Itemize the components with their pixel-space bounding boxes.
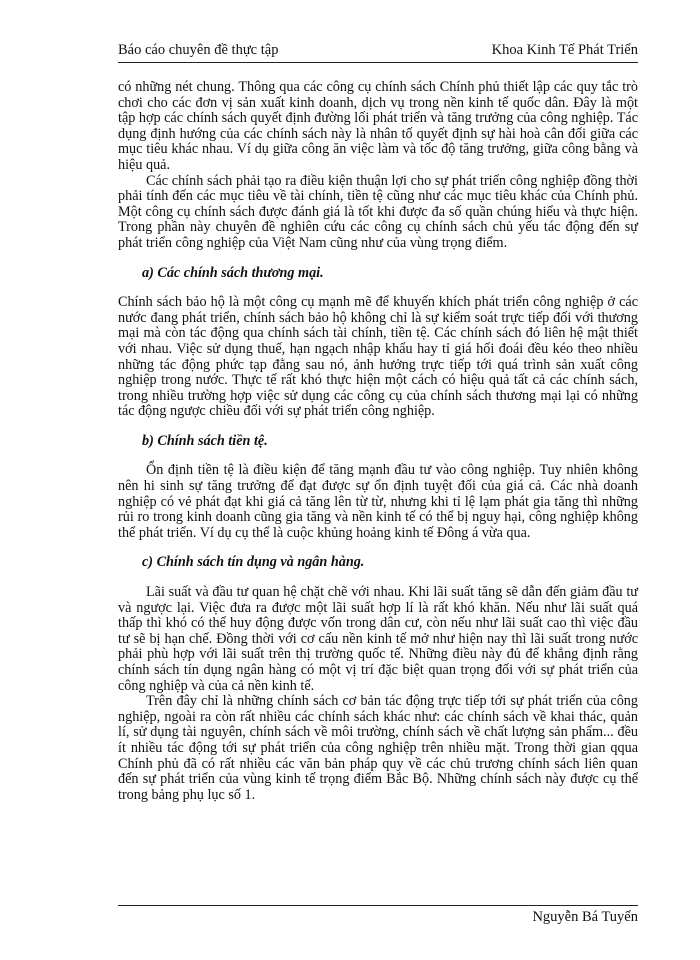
paragraph-summary: Trên đây chỉ là những chính sách cơ bản tác động trực tiếp tới sự phát triển của công nghiệp, ngoài ra còn rất nhiều các chính sách khác như: các chính sách về khai thác, quản lí, sử dụng tài nguyên, chính sách về môi trường, chính sách về chất lượng sản phẩm... đều ít nhiều tác động tới sự phát triển của công nghiệp trên nhiều mặt. Trong thời gian qqua Chính phủ đã có rất nhiều các văn bản pháp quy về các chủ trương chính sách liên quan đến sự phát triển của vùng kinh tế trọng điểm Bắc Bộ. Những chính sách này được cụ thể trong bảng phụ lục số 1. xyxy=(118,693,638,803)
heading-credit-banking-policy: c) Chính sách tín dụng và ngân hàng. xyxy=(142,554,365,571)
page-footer xyxy=(118,905,638,928)
heading-trade-policy: a) Các chính sách thương mại. xyxy=(142,264,324,281)
paragraph-credit-banking: Lãi suất và đầu tư quan hệ chặt chẽ với nhau. Khi lãi suất tăng sẽ dẫn đến giảm đầu tư và ngược lại. Việc đưa ra được một lãi suất hợp lí là rất khó khăn. Nếu như lãi suất quá thấp thì khó có thể huy động được vốn trong dân cư, còn nếu như lãi suất cao thì việc đầu tư sẽ bị hạn chế. Đồng thời với cơ cấu nền kinh tế mở như hiện nay thì lãi suất trong nước phải phù hợp với lãi suất trên thị trường quốc tế. Những điều này đủ để khẳng định rằng chính sách tín dụng ngân hàng có một vị trí đặc biệt quan trọng đối với sự phát triển của công nghiệp và của cả nền kinh tế. xyxy=(118,584,638,694)
paragraph-intro-continued: có những nét chung. Thông qua các công cụ chính sách Chính phủ thiết lập các quy tắc trò chơi cho các đơn vị sản xuất kinh doanh, dịch vụ trong nền kinh tế quốc dân. Đây là một tập hợp các chính sách quyết định đường lối phát triển và tăng trưởng của công nghiệp. Tác dụng định hướng của các chính sách này là nhân tố quyết định sự hài hoà cân đối giữa các mục tiêu khác nhau. Ví dụ giữa công ăn việc làm và tốc độ tăng trưởng, giữa công bằng và hiệu quả. xyxy=(118,79,638,173)
page-header xyxy=(118,40,638,63)
header-report-title: Báo cáo chuyên đề thực tập xyxy=(118,42,279,58)
paragraph-policy-conditions: Các chính sách phải tạo ra điều kiện thuận lợi cho sự phát triển công nghiệp đồng thời phải tính đến các mục tiêu về tài chính, tiền tệ cũng như các mục tiêu khác của Chính phủ. Một công cụ chính sách được đánh giá là tốt khi được đa số quần chúng hiểu và thực hiện. Trong phần này chuyên đề nghiên cứu các công cụ chính sách chủ yếu tác động đến sự phát triển công nghiệp của Việt Nam cũng như của vùng trọng điểm. xyxy=(118,172,638,251)
heading-monetary-policy: b) Chính sách tiền tệ. xyxy=(142,432,268,449)
paragraph-monetary-policy: Ổn định tiền tệ là điều kiện để tăng mạnh đầu tư vào công nghiệp. Tuy nhiên không nên hi sinh sự tăng trưởng để đạt được sự ổn định tuyệt đối của giá cả. Các nhà doanh nghiệp có vẻ phát đạt khi giá cả tăng lên từ từ, nhưng khi tỉ lệ lạm phát gia tăng thì những rủi ro trong kinh doanh cũng gia tăng và nền kinh tế có thể bị nguy hại, công nghiệp không thể phát triển. Ví dụ cụ thể là cuộc khủng hoảng kinh tế Đông á vừa qua. xyxy=(118,462,638,541)
footer-author: Nguyễn Bá Tuyến xyxy=(532,909,638,925)
header-faculty: Khoa Kinh Tế Phát Triển xyxy=(491,42,638,58)
document-body xyxy=(118,80,638,803)
paragraph-trade-policy: Chính sách bảo hộ là một công cụ mạnh mẽ để khuyến khích phát triển công nghiệp ở các nước đang phát triển, chính sách bảo hộ không chỉ là sự kiểm soát trực tiếp đối với thương mại mà còn tác động qua chính sách tài chính, tiền tệ. Các chính sách đó liên hệ mật thiết với nhau. Việc sử dụng thuế, hạn ngạch nhập khẩu hay tỉ giá hối đoái đều kéo theo nhiều những tác động phức tạp đằng sau nó, ảnh hưởng trực tiếp tới quá trình sản xuất công nghiệp trong nước. Thực tế rất khó thực hiện một cách có hiệu quả tất cả các chính sách, trong nhiều trường hợp việc sử dụng các công cụ của chính sách thương mại lại có những tác động ngược chiều đối với sự phát triển công nghiệp. xyxy=(118,294,638,420)
